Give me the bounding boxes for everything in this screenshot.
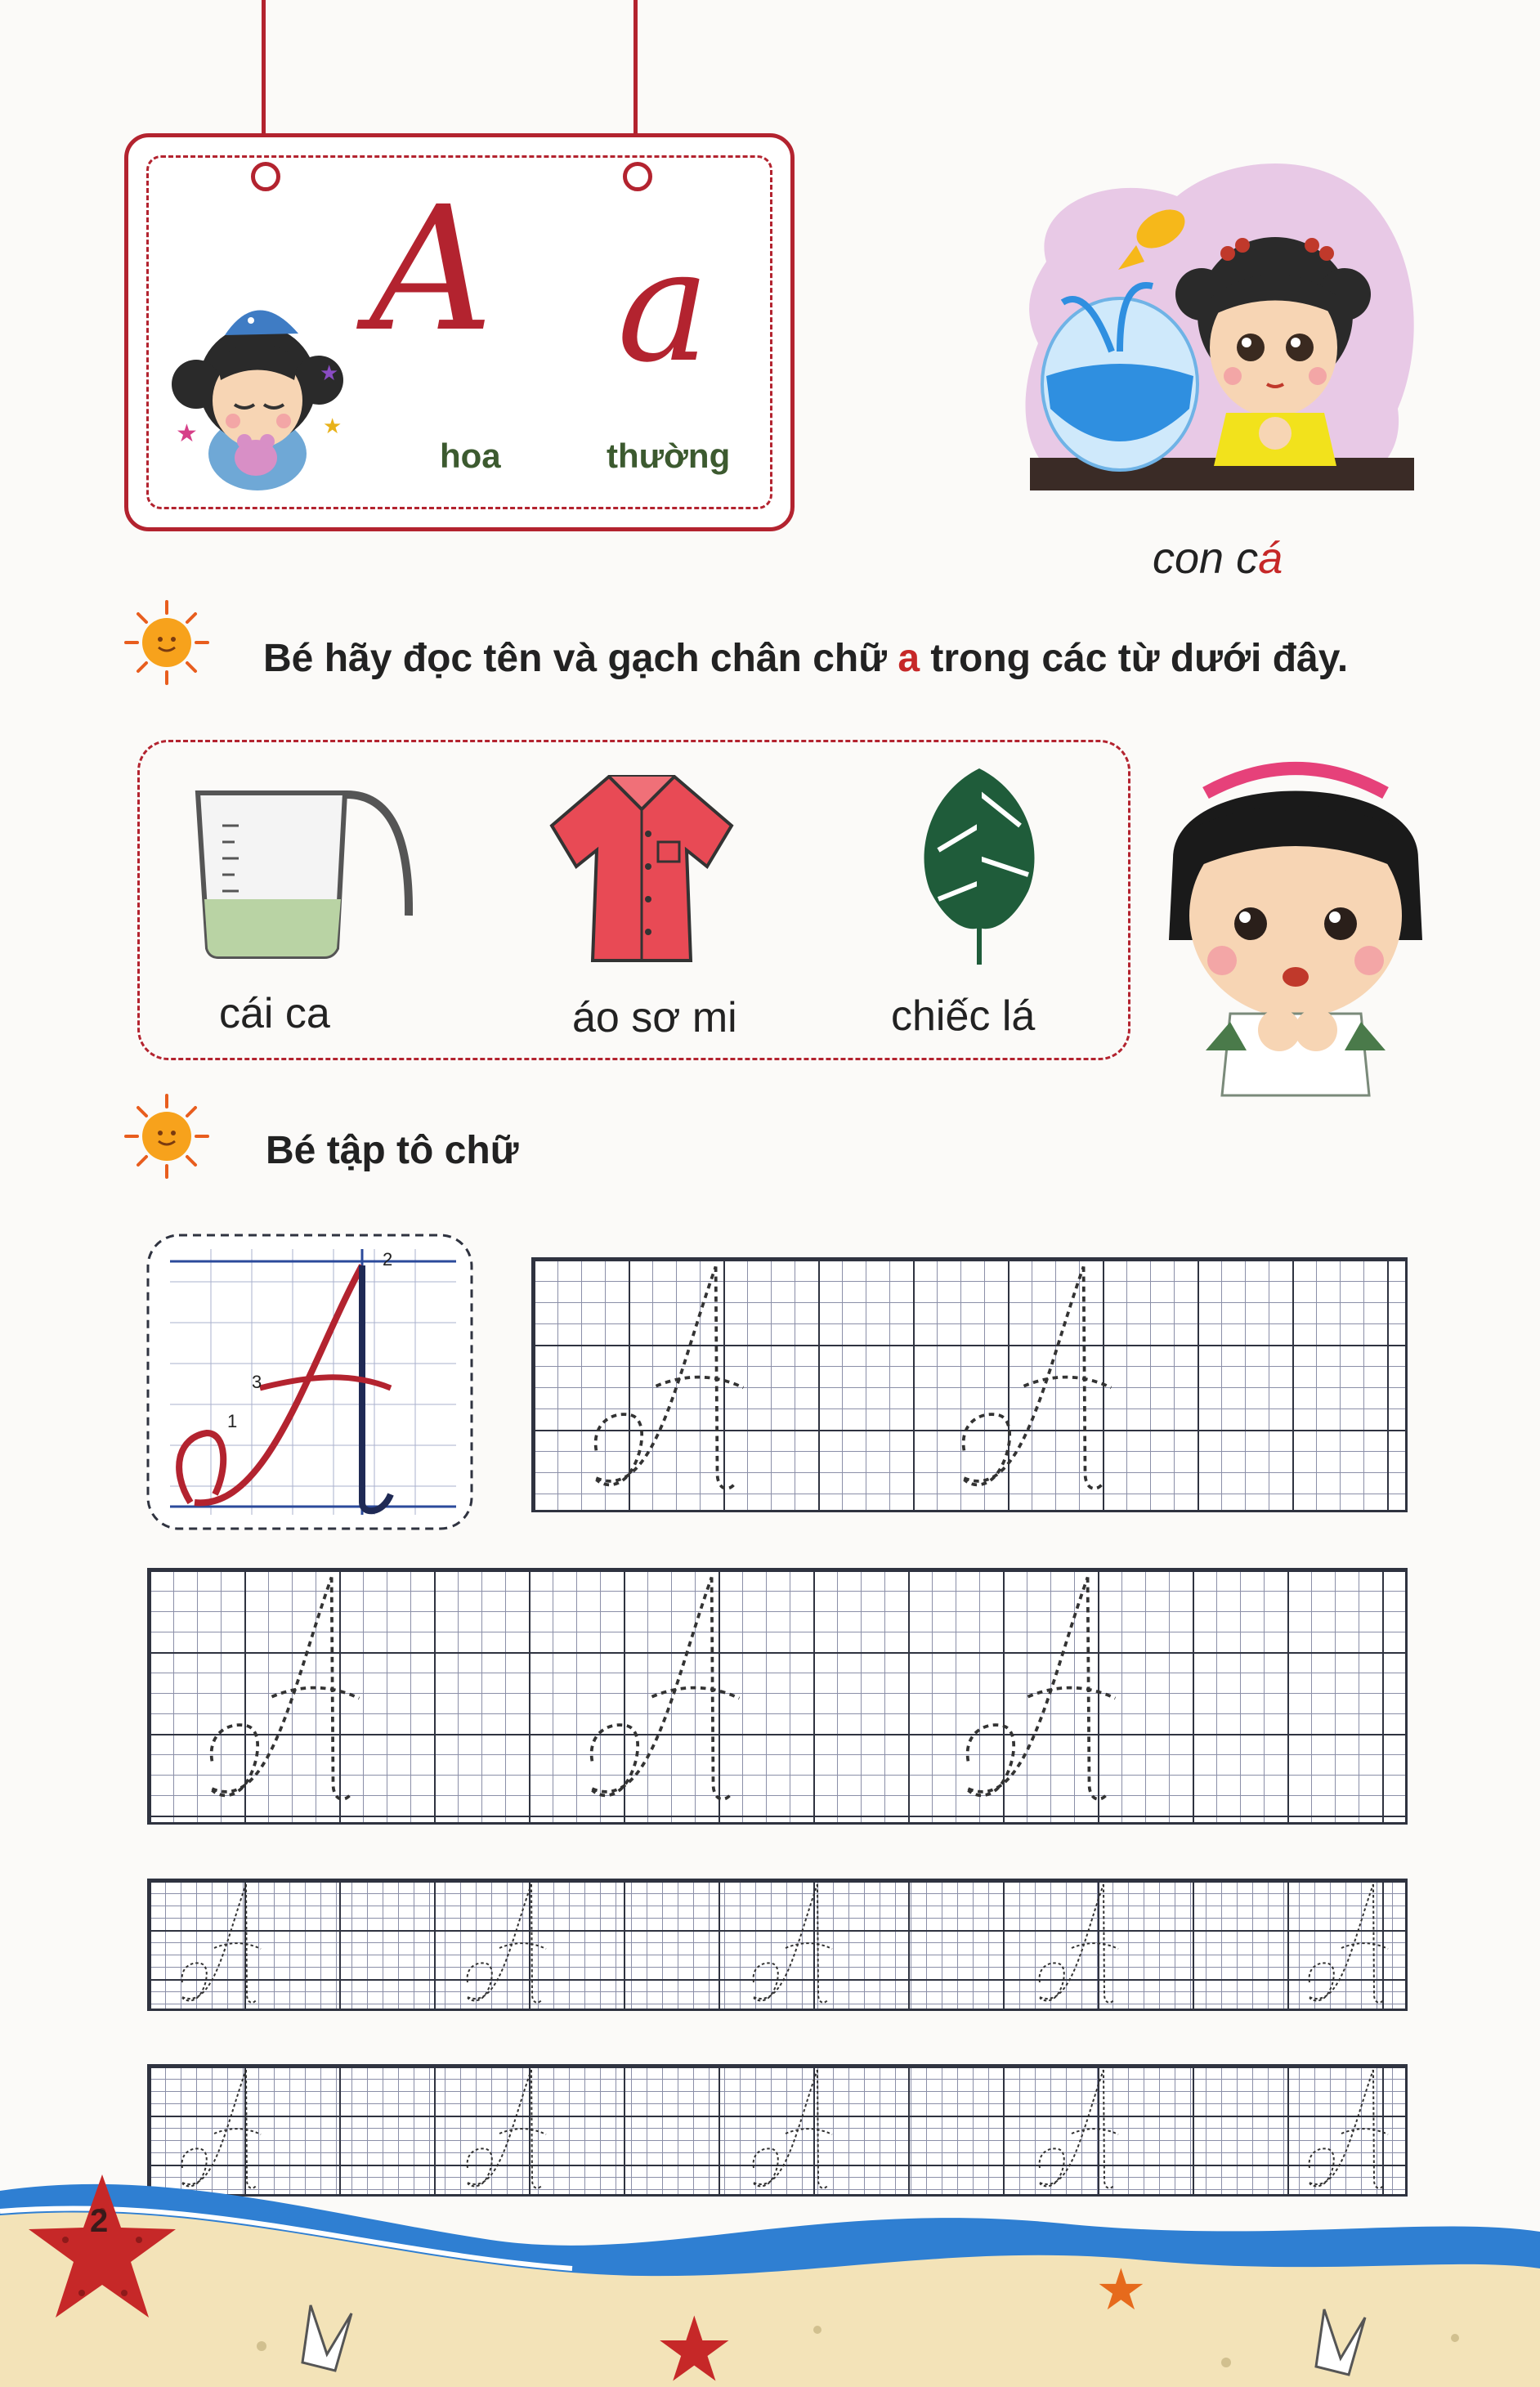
trace-letter [1279,1880,1410,2011]
sun-icon [123,598,211,687]
trace-letter [155,1570,401,1815]
lowercase-label: thường [607,437,731,475]
uppercase-letter: A [369,169,494,369]
svg-text:★: ★ [1095,2258,1147,2322]
svg-text:★: ★ [323,414,342,438]
picture-caption [1153,533,1283,584]
trace-letter [1010,1880,1140,2011]
svg-text:★: ★ [320,361,339,385]
beach-footer [0,2166,1540,2387]
leaf-icon [914,760,1045,973]
item-word-cup: cái ca [219,990,330,1037]
instruction-read-underline [263,636,1348,681]
stroke-step-1: 1 [227,1411,238,1431]
girl-fishbowl-illustration [1014,139,1430,523]
sleeping-girl-illustration [159,270,356,490]
shirt-icon [544,768,740,969]
worried-girl-illustration [1148,736,1443,1099]
trace-letter [535,1570,781,1815]
caption-prefix: con c [1153,534,1259,583]
measuring-cup-icon [190,785,419,961]
starfish-page-badge [25,2170,180,2326]
trace-letter [539,1259,785,1504]
lowercase-letter: a [617,216,710,396]
trace-letter [152,1880,283,2011]
instruction-trace: Bé tập tô chữ [266,1129,519,1172]
stroke-order-guide [145,1233,474,1531]
item-word-leaf: chiếc lá [891,992,1036,1040]
trace-letter [907,1259,1153,1504]
hanging-ring-right [623,162,652,191]
stroke-step-2: 2 [383,1249,393,1270]
trace-letter [723,1880,854,2011]
sun-icon-2 [123,1092,211,1180]
instruction-text-end: trong các từ dưới đây. [920,637,1349,680]
trace-letter [911,1570,1157,1815]
instruction-highlight-letter: a [898,637,920,680]
instruction-text-start: Bé hãy đọc tên và gạch chân chữ [263,637,898,680]
stroke-step-3: 3 [252,1372,262,1392]
uppercase-label: hoa [440,437,501,475]
svg-text:★: ★ [176,420,198,447]
svg-text:★: ★ [654,2300,735,2387]
item-word-shirt: áo sơ mi [572,994,737,1041]
caption-highlight: á [1258,534,1283,583]
page-number: 2 [90,2203,109,2239]
hanging-ring-left [251,162,280,191]
trace-letter [437,1880,568,2011]
